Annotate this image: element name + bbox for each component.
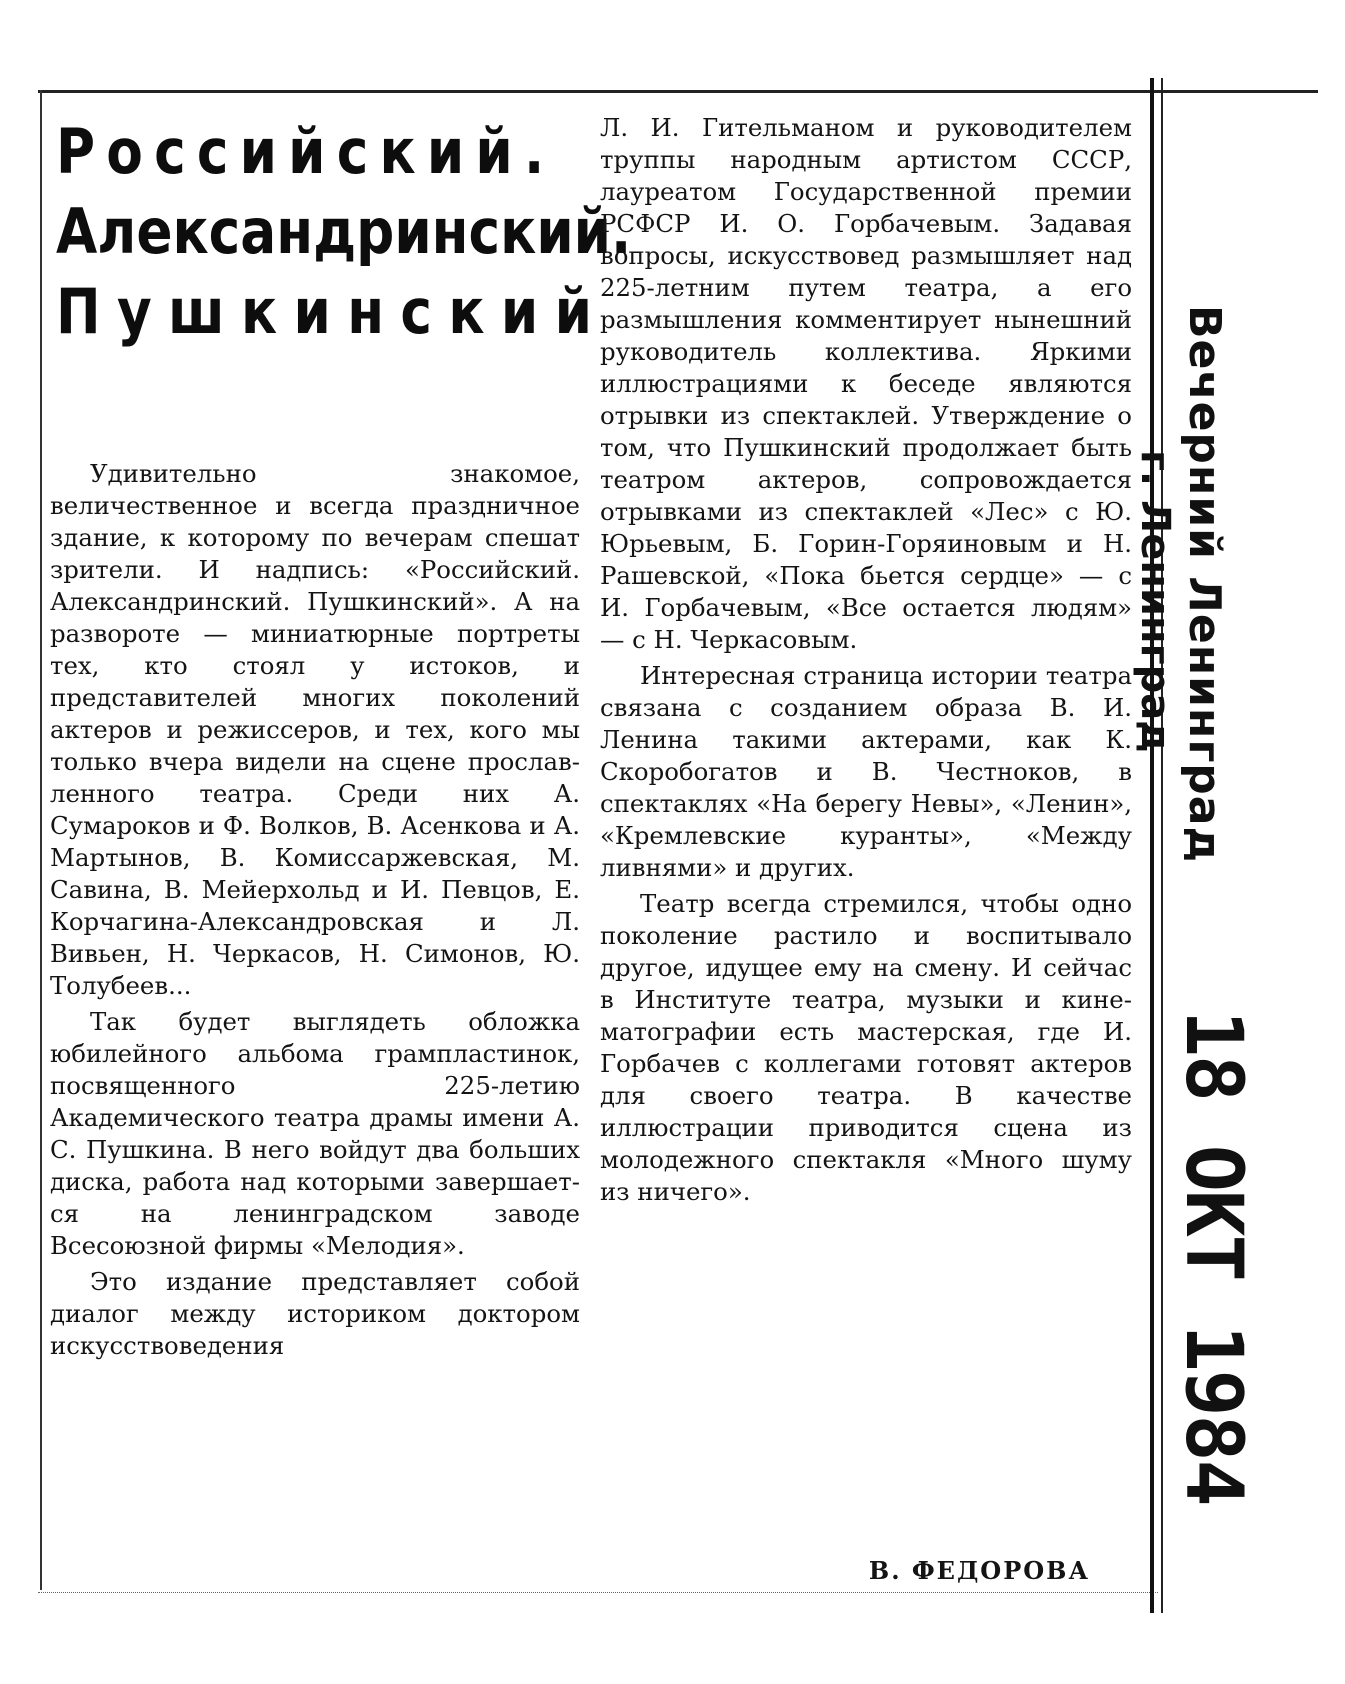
article-headline <box>56 112 632 352</box>
article-column-1 <box>50 458 580 1366</box>
paragraph: Удивительно знакомое, величественное и всегда праздничное здание, к которому по вечерам спешат зрители. И надпись: «Российский. Александринский. Пушкинский». А на развороте — миниатюрные портреты тех, кто стоял у истоков, и представителей многих поколений актеров и режиссеров, и тех, кого мы только вчера видели на сцене прославленного театра. Среди них А. Сумароков и Ф. Волков, В. Асенкова и А. Мартынов, В. Комиссаржевская, М. Савина, В. Мейерхольд и И. Певцов, Е. Корчагина-Александровская и Л. Вивьен, Н. Черкасов, Н. Симонов, Ю. Толубеев... <box>50 459 580 1000</box>
bottom-rule <box>38 1592 1158 1593</box>
author-signature: В. ФЕДОРОВА <box>868 1556 1090 1585</box>
headline-line-3: Пушкинский <box>56 275 609 348</box>
stamp-newspaper-name: Вечерний Ленинград <box>1179 305 1230 864</box>
headline-line-2: Александринский. <box>56 195 632 268</box>
stamp-separator-thin <box>1161 78 1163 1613</box>
paragraph: Это издание представляет собой диалог между историком доктором искусствоведения <box>50 1267 580 1360</box>
paragraph: Интересная страница истории театра связана с созданием образа В. И. Ленина такими актерами, как К. Скоробогатов и В. Честноков, в спектаклях «На берегу Невы», «Ленин», «Кремлевские куранты», «Между ливнями» и других. <box>600 661 1132 882</box>
article-column-2 <box>600 112 1132 1212</box>
left-rule <box>40 90 42 1590</box>
paragraph: Театр всегда стремился, чтобы одно поколение растило и воспитывало другое, идущее ему на смену. И сейчас в Институте театра, музыки и кинематографии есть мастерская, где И. Горбачев с коллегами готовят актеров для своего театра. В качестве иллюстрации приводится сцена из молодежного спектакля «Много шуму из ничего». <box>600 889 1132 1206</box>
stamp-separator-thick <box>1150 78 1154 1613</box>
paragraph: Так будет выглядеть обложка юбилейного альбома грампластинок, посвященного 225-летию Академического театра драмы имени А. С. Пушкина. В него войдут два больших диска, работа над которыми завершается на ленинградском заводе Всесоюзной фирмы «Мелодия». <box>50 1007 580 1260</box>
paragraph: Л. И. Гительманом и руководителем труппы народным артистом СССР, лауреатом Государственной премии РСФСР И. О. Горбачевым. Задавая вопросы, искусствовед размышляет над 225-летним путем театра, а его размышления комментирует нынешний руководитель коллектива. Яркими иллюстрациями к беседе являются отрывки из спектаклей. Утверждение о том, что Пушкинский продолжает быть театром актеров, сопровождается отрывками из спектаклей «Лес» с Ю. Юрьевым, Б. Горин-Горяиновым и Н. Рашевской, «Пока бьется сердце» — с И. Горбачевым, «Все остается людям» — с Н. Черкасовым. <box>600 113 1132 654</box>
stamp-date: 18 ОКТ 1984 <box>1168 1010 1258 1505</box>
headline-line-1: Российский. <box>56 115 556 188</box>
top-rule <box>38 90 1318 93</box>
stamp-city: г. Ленинград <box>1132 450 1178 753</box>
